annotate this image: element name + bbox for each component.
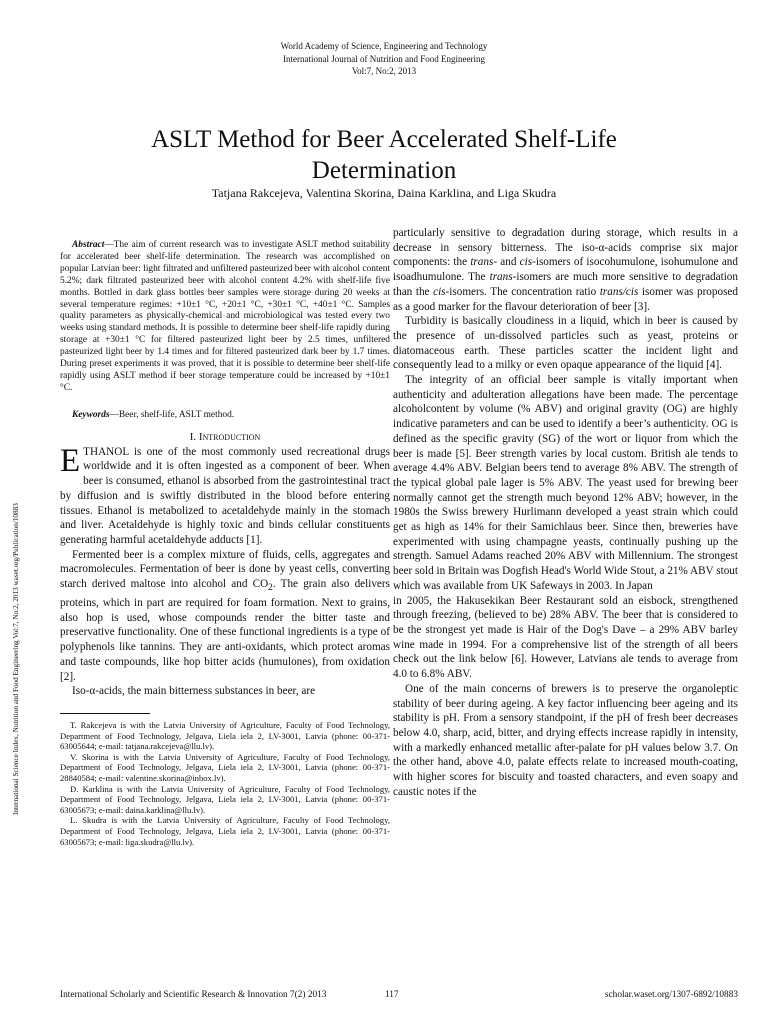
left-column: [60, 240, 390, 847]
section-number: I.: [189, 430, 197, 443]
p1-text-c: -isomers of isocohumulone, isohumulone and isoadhumulone. The: [393, 256, 738, 284]
right-paragraph-3-continued: in 2005, the Hakusekikan Beer Restaurant sold an eisbock, strengthened through freezing, (believed to be) 28% ABV. The beer that is considered to be the strongest yet made is Hair of the Dog's Dave – a 29% ABV barley wine made in 1994. For a comprehensive list of the strength of all beers check out the link below [6]. However, Latvians ale tends to average from 4.0 to 6.8% ABV.: [393, 594, 738, 681]
footnote-3: D. Karklina is with the Latvia University of Agriculture, Faculty of Food Technology, Department of Food Technology, Jelgava, Liela iela 2, LV-3001, Latvia (phone: 00-371-63005673; e-mail: daina.karklina@llu.lv).: [60, 783, 390, 815]
intro-paragraph-3: Iso-α-acids, the main bitterness substances in beer, are: [72, 685, 316, 698]
right-paragraph-3: The integrity of an official beer sample is vitally important when authenticity and adulteration allegations have been made. The percentage alcoholcontent by volume (% ABV) and original gravity (OG) are highly indicative parameters and can be used to identify a beer’s authenticity. OG is defined as the specific gravity (SG) of the wort or liquor from which the beer is made [5]. Beer strength varies by local custom. British ale tends to average 4.4% ABV. Belgian beers tend to average 8% ABV. The strength of the typical global pale lager is 5% ABV. The yeast used for brewing beer normally cannot get the strength much beyond 12% ABV; however, in the 1980s the Swiss brewery Hurlimann developed a yeast strain which could get as high as 14% for their Samichlaus beer. Since then, breweries have experimented with using champagne yeasts, continually pushing up the strength. Samuel Adams reached 20% ABV with Millennium. The strongest beer sold in Britain was Dogfish Head's World Wide Stout, a 21% ABV stout which was available from UK Safeways in 2003. In Japan: [393, 374, 738, 592]
footnote-divider: [60, 713, 150, 714]
paper-authors: Tatjana Rakcejeva, Valentina Skorina, Daina Karklina, and Liga Skudra: [211, 186, 557, 200]
header-line-1: World Academy of Science, Engineering and Technology: [280, 41, 488, 51]
header-line-2: International Journal of Nutrition and Food Engineering: [283, 53, 485, 64]
co2-subscript: 2: [268, 583, 273, 594]
p1-text-a: particularly sensitive to degradation during storage, which results in a decrease in sensory bitterness. The iso-α-acids comprise six major components: the: [393, 227, 738, 269]
p1-text-d: -isomers are much more sensitive to degradation than the: [393, 271, 738, 298]
section-heading: [60, 431, 390, 443]
p1-text-e: -isomers. The concentration ratio: [445, 285, 600, 298]
sidebar-index-text: International Science Index, Nutrition and Food Engineering Vol:7, No:2, 2013 waset.org/Publication/10883: [12, 503, 20, 815]
abstract: [60, 240, 390, 395]
footer-journal: International Scholarly and Scientific Research & Innovation 7(2) 2013: [60, 990, 327, 1000]
p1-text-b: and: [497, 256, 520, 269]
footnote-4: L. Skudra is with the Latvia University of Agriculture, Faculty of Food Technology, Department of Food Technology, Jelgava, Liela iela 2, LV-3001, Latvia (phone: 00-371-63005673; e-mail: liga.skudra@llu.lv).: [60, 815, 390, 847]
right-column: [393, 226, 738, 799]
intro-p1-text: THANOL is one of the most commonly used recreational drugs worldwide and it is often ingested as a component of beer. When beer is consumed, ethanol is absorbed from the gastrointestinal tract by diffusion and is swiftly distributed in the blood before entering tissues. Ethanol is metabolized to acetaldehyde mainly in the stomach and liver. Acetaldehyde is highly toxic and binds cellular constituents generating harmful acetaldehyde adducts [1].: [60, 445, 390, 546]
header-line-3: Vol:7, No:2, 2013: [351, 66, 417, 76]
p1-italic-trans-2: trans: [489, 271, 513, 284]
footnote-2: V. Skorina is with the Latvia University of Agriculture, Faculty of Food Technology, Department of Food Technology, Jelgava, Liela iela 2, LV-3001, Latvia (phone: 00-371-28840584; e-mail: valentine.skorina@inbox.lv).: [60, 751, 390, 783]
title-line-1: ASLT Method for Beer Accelerated Shelf-Life: [151, 126, 617, 153]
intro-paragraph-1: [60, 442, 390, 548]
page-number: 117: [385, 990, 399, 1000]
intro-paragraph-2: [60, 548, 390, 685]
p1-italic-trans: trans-: [470, 256, 498, 269]
keywords: [60, 409, 390, 421]
right-paragraph-2: Turbidity is basically cloudiness in a liquid, which in beer is caused by the presence of un-dissolved particles such as yeast, proteins or diatomaceous earth. These particles scatter the incident light and consequently lead to a milky or even opaque appearance of the liquid [4].: [393, 315, 738, 372]
sidebar: [12, 355, 26, 815]
footnote-1: T. Rakcejeva is with the Latvia University of Agriculture, Faculty of Food Technology, Department of Food Technology, Jelgava, Liela iela 2, LV-3001, Latvia (phone: 00-371-63005644; e-mail: tatjana.rakcejeva@llu.lv).: [60, 719, 390, 752]
keywords-text: —Beer, shelf-life, ASLT method.: [109, 409, 235, 420]
intro-p2-text-b: . The grain also delivers proteins, which in part are required for foam formation. Next to grains, also hop is used, whose compounds render the bitter taste and preservative functionality. One of these functional ingredients is a type of polyphenols like tannins. They are anti-oxidants, which protect aromas and taste compounds, like hop bitter acids (humulones), from oxidation [2].: [60, 578, 390, 683]
p1-italic-cis-2: cis: [433, 285, 446, 298]
title-line-2: Determination: [311, 157, 457, 184]
drop-cap: E: [60, 442, 81, 479]
abstract-text: —The aim of current research was to investigate ASLT method suitability for accelerated beer shelf-life determination. The research was accomplished on popular Latvian beer: light filtrated and unfiltered pasteurized beer with alcohol content 5.2%; dark filtrated pasteurized beer with alcohol content 4.2% with shelf-life five months. Bottled in dark glass bottles beer samples were storage during 20 weeks at several temperature regimes: +10±1 °C, +20±1 °C, +30±1 °C, +40±1 °C. Samples quality parameters as physically-chemical and microbiological was tested every two weeks using standard methods. It is possible to determine beer shelf-life rapidly during storage at +30±1 °C for filtered pasteurized light beer by 2.5 times, unfiltered pasteurized light beer by 1.4 times and for filtered pasteurized dark beer by 1.7 times. During preset experiments it was proved, that it is possible to determine beer shelf-life rapidly using ASLT method if beer storage temperature could be increased by +10±1 °C.: [60, 240, 390, 393]
keywords-label: Keywords: [72, 409, 110, 420]
p1-text-f: isomer was proposed as a good marker for the flavour deterioration of beer [3].: [393, 285, 738, 313]
p1-italic-cis: cis: [519, 256, 533, 269]
section-title: Introduction: [198, 430, 261, 443]
p1-italic-trans-cis: trans/cis: [599, 285, 639, 298]
intro-p2-text-a: Fermented beer is a complex mixture of fluids, cells, aggregates and macromolecules. Fermentation of beer is done by yeast cells, converting starch derived maltose into alcohol and CO: [60, 548, 390, 591]
right-paragraph-1: [393, 226, 738, 314]
paper-title: [60, 124, 708, 186]
right-paragraph-4: One of the main concerns of brewers is to preserve the organoleptic stability of beer during ageing. A key factor influencing beer ageing and its stability is pH. From a sensory standpoint, if the pH of fresh beer decreases below 4.0, sharp, acid, bitter, and drying effects increase rapidly in intensity, with a markedly enhanced metallic after-palate for pH values below 3.7. On the other hand, above 4.0, palate effects relate to increased mouth-coating, with higher scores for biscuity and toasted characters, and even soapy and caustic notes if the: [393, 682, 738, 798]
abstract-label: Abstract: [72, 240, 105, 250]
footer-url[interactable]: scholar.waset.org/1307-6892/10883: [604, 990, 738, 1000]
journal-header: [0, 40, 768, 78]
